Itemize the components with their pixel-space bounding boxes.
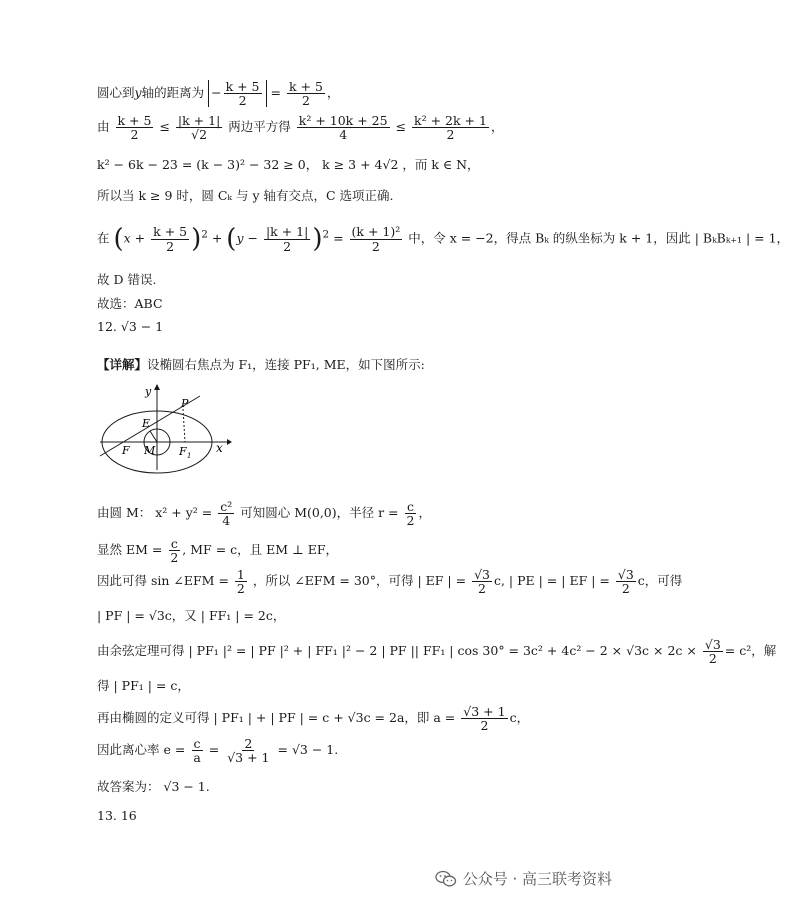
abs-expr: − $\frac{k + 5}{2}$ <box>208 80 266 107</box>
ellipse-figure <box>95 382 235 472</box>
line-19: 13. 16 <box>97 808 137 823</box>
wechat-icon <box>435 870 457 888</box>
line-13: | PF | = √3c，又 | FF₁ | = 2c， <box>97 608 286 623</box>
line-18: 故答案为： √3 − 1. <box>97 779 210 794</box>
line-6: 故 D 错误. <box>97 272 157 287</box>
label-y: y <box>145 385 152 398</box>
line-17: 因此离心率 e = $\frac{c}{a}$ = $\frac{2}{√3 + 1}$ = √3 − 1. <box>97 736 339 766</box>
line-5: 在 (x + $\frac{k + 5}{2}$ )$^2$ + (y − $\frac{|k + 1|}{2}$ )$^2$ = $\frac{\text{(k + 1)²}}{2}$ 中，令 x = −2，得点 Bₖ 的纵坐标为 k + 1，因此 | BₖBₖ₊₁ | = 1， <box>97 224 789 254</box>
y-axis-arrow <box>154 384 160 390</box>
line-2: 由 $\frac{k + 5}{2}$ ≤ $\frac{|k + 1|}{√2}$ 两边平方得 $\frac{\text{k² + 10k + 25}}{4}$ ≤ $\frac{\text{k² + 2k + 1}}{2}$ ， <box>97 113 504 143</box>
text: 圆心到 <box>97 85 135 101</box>
label-m: M <box>144 444 156 457</box>
label-e: E <box>142 417 151 430</box>
label-p: P <box>181 397 189 410</box>
line-9: 【详解】设椭圆右焦点为 F₁，连接 PF₁, ME，如下图所示: <box>97 357 425 372</box>
watermark-text: 公众号 · 高三联考资料 <box>462 870 612 888</box>
text: y <box>134 85 142 101</box>
line-11: 显然 EM = $\frac{c}{2}$ , MF = c，且 EM ⊥ EF， <box>97 536 339 566</box>
line-12: 因此可得 sin ∠EFM = $\frac{1}{2}$ ，所以 ∠EFM = 30°，可得 | EF | = $\frac{√3}{2}$ c, | PE | = | EF | = $\frac{√3}{2}$ c，可得 <box>97 567 683 597</box>
line-8: 12. √3 − 1 <box>97 319 164 334</box>
label-f: F <box>122 444 130 457</box>
line-4: 所以当 k ≥ 9 时，圆 Cₖ 与 y 轴有交点，C 选项正确. <box>97 188 394 203</box>
text: 轴的距离为 <box>141 85 205 101</box>
line-1: 圆心到y轴的距离为 − $\frac{k + 5}{2}$ = $\frac{k + 5}{2}$ ， <box>97 79 340 109</box>
line-3: k² − 6k − 23 = (k − 3)² − 32 ≥ 0， k ≥ 3 + 4√2 ，而 k ∈ N， <box>97 157 480 172</box>
line-10: 由圆 M： x² + y² = $\frac{\text{c²}}{4}$ 可知圆心 M(0,0)，半径 r = $\frac{c}{2}$ ， <box>97 499 431 529</box>
fraction: $\frac{k + 5}{2}$ <box>288 79 323 109</box>
line-14: 由余弦定理可得 | PF₁ |² = | PF |² + | FF₁ |² − 2 | PF || FF₁ | cos 30° = 3c² + 4c² − 2 × √3c × 2c × $\frac{√3}{2}$ = c²，解 <box>97 637 777 667</box>
label-f1: F <box>179 445 187 458</box>
x-axis-arrow <box>227 439 232 445</box>
line-15: 得 | PF₁ | = c， <box>97 678 190 693</box>
line-16: 再由椭圆的定义可得 | PF₁ | + | PF | = c + √3c = 2a，即 a = $\frac{√3 + 1}{2}$ c， <box>97 704 530 734</box>
watermark <box>435 868 612 889</box>
label-f1-sub: 1 <box>187 452 192 460</box>
segment-em <box>150 431 157 442</box>
segment-pf1 <box>183 409 185 442</box>
line-7: 故选：ABC <box>97 296 163 311</box>
label-x: x <box>216 441 223 455</box>
